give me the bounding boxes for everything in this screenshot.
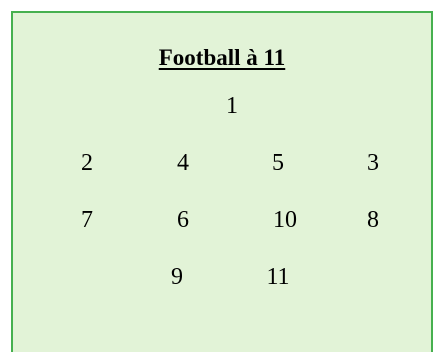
player-number-11: 11 <box>266 264 290 290</box>
player-number-10: 10 <box>273 207 297 233</box>
player-number-2: 2 <box>81 150 93 176</box>
formation-panel <box>11 11 433 352</box>
player-number-8: 8 <box>367 207 379 233</box>
player-number-9: 9 <box>171 264 183 290</box>
player-number-1: 1 <box>226 93 238 119</box>
player-number-4: 4 <box>177 150 189 176</box>
player-number-6: 6 <box>177 207 189 233</box>
player-number-3: 3 <box>367 150 379 176</box>
player-number-7: 7 <box>81 207 93 233</box>
player-number-5: 5 <box>272 150 284 176</box>
formation-title: Football à 11 <box>158 45 286 70</box>
